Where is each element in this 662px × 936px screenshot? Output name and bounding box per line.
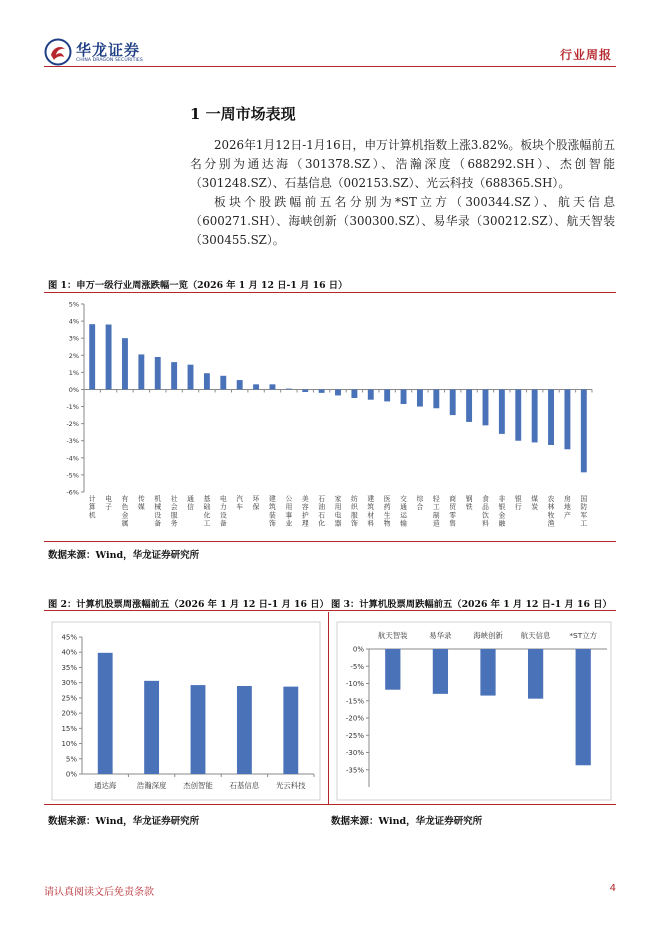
c1-category-label: 电子 <box>105 495 112 512</box>
c1-category-label: 银行 <box>514 495 522 512</box>
dragon-logo-icon <box>44 38 72 66</box>
c1-bar <box>106 325 112 390</box>
c1-bar <box>450 389 456 415</box>
logo-chinese-name: 华龙证券 <box>76 41 141 59</box>
c1-bar <box>302 389 308 392</box>
c2-y-tick-label: 15% <box>61 724 77 733</box>
c2-y-tick-label: 25% <box>61 694 77 703</box>
c3-category-label: 海峡创新 <box>473 631 503 640</box>
c2-bar <box>237 686 252 774</box>
c1-category-label: 建筑材料 <box>367 495 375 528</box>
figures-vertical-divider <box>328 612 329 804</box>
c1-category-label: 汽车 <box>236 495 244 512</box>
top5-losers-chart <box>333 612 616 802</box>
c1-y-tick-label: -2% <box>66 420 79 429</box>
c1-category-label: 家用电器 <box>334 495 342 528</box>
c1-bar <box>319 389 325 392</box>
c1-category-label: 公用事业 <box>285 495 293 528</box>
c1-y-tick-label: -1% <box>66 403 79 412</box>
figures-title-rule <box>44 610 616 611</box>
c2-bar <box>144 681 159 774</box>
c1-category-label: 交通运输 <box>400 495 407 528</box>
c2-y-tick-label: 45% <box>61 633 77 642</box>
c3-y-tick-label: -5% <box>350 662 364 671</box>
c1-category-label: 食品饮料 <box>482 495 489 528</box>
c1-y-tick-label: -3% <box>66 437 79 446</box>
c2-bar <box>283 687 298 774</box>
figure3-title: 图 3：计算机股票周跌幅前五（2026 年 1 月 12 日-1 月 16 日） <box>331 599 612 610</box>
c1-category-label: 基础化工 <box>203 495 211 528</box>
c1-category-label: 商贸零售 <box>449 495 457 528</box>
c1-y-tick-label: 4% <box>68 317 79 326</box>
c1-bar <box>401 389 407 404</box>
figure2-source: 数据来源：Wind，华龙证券研究所 <box>48 816 200 827</box>
c3-category-label: *ST立方 <box>569 631 598 640</box>
c1-bar <box>138 354 144 389</box>
c3-y-tick-label: -30% <box>345 749 364 757</box>
report-type-label: 行业周报 <box>559 48 612 62</box>
c1-category-label: 煤炭 <box>531 495 539 512</box>
c2-category-label: 浩瀚深度 <box>136 781 167 790</box>
c1-bar <box>204 373 210 389</box>
figure1-title-rule <box>44 292 616 293</box>
c1-bar <box>499 389 505 433</box>
c1-bar <box>171 362 177 389</box>
c3-category-label: 易华录 <box>429 631 452 640</box>
c1-category-label: 环保 <box>252 495 260 512</box>
c1-category-label: 农林牧渔 <box>547 495 555 528</box>
c2-category-label: 通达海 <box>94 781 117 790</box>
c1-bar <box>335 389 341 395</box>
c1-bar <box>122 338 128 389</box>
c1-y-tick-label: 0% <box>68 385 79 394</box>
c2-y-tick-label: 40% <box>61 648 77 657</box>
c2-bar <box>191 685 206 774</box>
c1-y-tick-label: -6% <box>66 488 79 497</box>
c1-bar <box>368 389 374 399</box>
c1-category-label: 传媒 <box>137 495 145 512</box>
c1-category-label: 机械设备 <box>154 495 162 528</box>
c3-bar <box>528 649 543 699</box>
figures-bottom-rule <box>44 804 616 805</box>
c1-bar <box>532 389 538 442</box>
c1-category-label: 有色金属 <box>121 495 129 528</box>
c1-category-label: 社会服务 <box>170 495 178 528</box>
c1-bar <box>417 389 423 406</box>
c1-bar <box>89 324 95 389</box>
section-title: 1 一周市场表现 <box>190 105 296 123</box>
c1-bar <box>466 389 472 421</box>
c1-bar <box>188 365 194 390</box>
c1-bar <box>270 384 276 389</box>
c1-y-tick-label: 5% <box>68 300 79 309</box>
disclaimer-note: 请认真阅读文后免责条款 <box>44 887 154 898</box>
c3-y-tick-label: -25% <box>345 731 364 740</box>
c3-bar <box>576 649 591 765</box>
c3-bar <box>480 649 495 696</box>
c2-bar <box>98 653 113 774</box>
c1-bar <box>155 357 161 389</box>
c1-category-label: 计算机 <box>88 495 96 520</box>
c1-bar <box>483 389 489 425</box>
c2-y-tick-label: 30% <box>61 679 77 688</box>
c1-y-tick-label: -4% <box>66 454 79 463</box>
c1-bar <box>220 376 226 390</box>
c1-bar <box>515 389 521 440</box>
c3-y-tick-label: 0% <box>352 645 364 654</box>
c1-bar <box>384 389 390 401</box>
c1-category-label: 非银金融 <box>498 495 506 528</box>
c1-category-label: 房地产 <box>564 495 571 520</box>
figure2-title: 图 2：计算机股票周涨幅前五（2026 年 1 月 12 日-1 月 16 日） <box>48 599 329 610</box>
logo-english-name: CHINA DRAGON SECURITIES <box>76 58 143 63</box>
c2-category-label: 杰创智能 <box>183 781 213 790</box>
c1-category-label: 石油石化 <box>318 495 326 528</box>
c2-category-label: 光云科技 <box>276 781 306 790</box>
figure1-source: 数据来源：Wind，华龙证券研究所 <box>48 550 200 561</box>
c1-bar <box>237 380 243 389</box>
top5-gainers-chart <box>44 612 327 802</box>
c3-bar <box>385 649 400 690</box>
c1-category-label: 医药生物 <box>383 495 391 528</box>
c1-category-label: 电力设备 <box>219 495 227 528</box>
paragraph-losers: 板块个股跌幅前五名分别为*ST立方（300344.SZ）、航天信息（600271.SH）、海峡创新（300300.SZ）、易华录（300212.SZ）、航天智装（300455.SZ）。 <box>190 195 615 247</box>
c1-category-label: 国防军工 <box>580 495 588 528</box>
industry-weekly-change-chart <box>44 295 616 540</box>
c3-y-tick-label: -35% <box>345 766 364 775</box>
c1-category-label: 综合 <box>416 495 424 512</box>
c1-bar <box>433 389 439 408</box>
c1-category-label: 建筑装饰 <box>269 495 276 528</box>
c2-y-tick-label: 5% <box>65 755 77 764</box>
c1-bar <box>253 384 259 389</box>
c1-bar <box>351 389 357 398</box>
c3-y-tick-label: -20% <box>345 714 364 723</box>
page-number: 4 <box>609 883 616 894</box>
c1-bar <box>581 389 587 472</box>
c3-category-label: 航天智装 <box>378 631 408 640</box>
company-logo <box>44 38 144 68</box>
c1-bar <box>564 389 570 449</box>
c1-category-label: 钢铁 <box>465 495 473 512</box>
figure3-source: 数据来源：Wind，华龙证券研究所 <box>331 816 483 827</box>
figure1-bottom-rule <box>44 541 616 542</box>
c1-category-label: 轻工制造 <box>432 495 440 528</box>
c1-y-tick-label: 2% <box>68 351 79 360</box>
c3-y-tick-label: -15% <box>345 697 364 706</box>
c1-y-tick-label: -5% <box>66 471 79 480</box>
c2-y-tick-label: 0% <box>65 770 77 779</box>
chart2-frame <box>52 622 320 800</box>
c2-category-label: 石基信息 <box>229 781 260 790</box>
c1-y-tick-label: 3% <box>68 334 79 343</box>
c1-category-label: 美容护理 <box>301 495 309 528</box>
c1-bar <box>548 389 554 445</box>
c2-y-tick-label: 20% <box>61 709 77 718</box>
figure1-title: 图 1：申万一级行业周涨跌幅一览（2026 年 1 月 12 日-1 月 16 日） <box>48 280 348 291</box>
c1-category-label: 纺织服饰 <box>350 495 358 528</box>
header-divider <box>44 66 616 67</box>
c3-bar <box>433 649 448 694</box>
c2-y-tick-label: 10% <box>61 740 77 749</box>
c1-bar <box>286 389 292 390</box>
c1-category-label: 通信 <box>187 495 194 512</box>
c2-y-tick-label: 35% <box>61 663 77 672</box>
c3-category-label: 航天信息 <box>520 631 551 640</box>
c1-y-tick-label: 1% <box>68 368 79 377</box>
c3-y-tick-label: -10% <box>345 680 364 688</box>
paragraph-gainers: 2026年1月12日-1月16日，申万计算机指数上涨3.82%。板块个股涨幅前五名分别为通达海（301378.SZ）、浩瀚深度（688292.SH）、杰创智能（301248.SZ）、石基信息（002153.SZ）、光云科技（688365.SH）。 <box>190 138 615 190</box>
